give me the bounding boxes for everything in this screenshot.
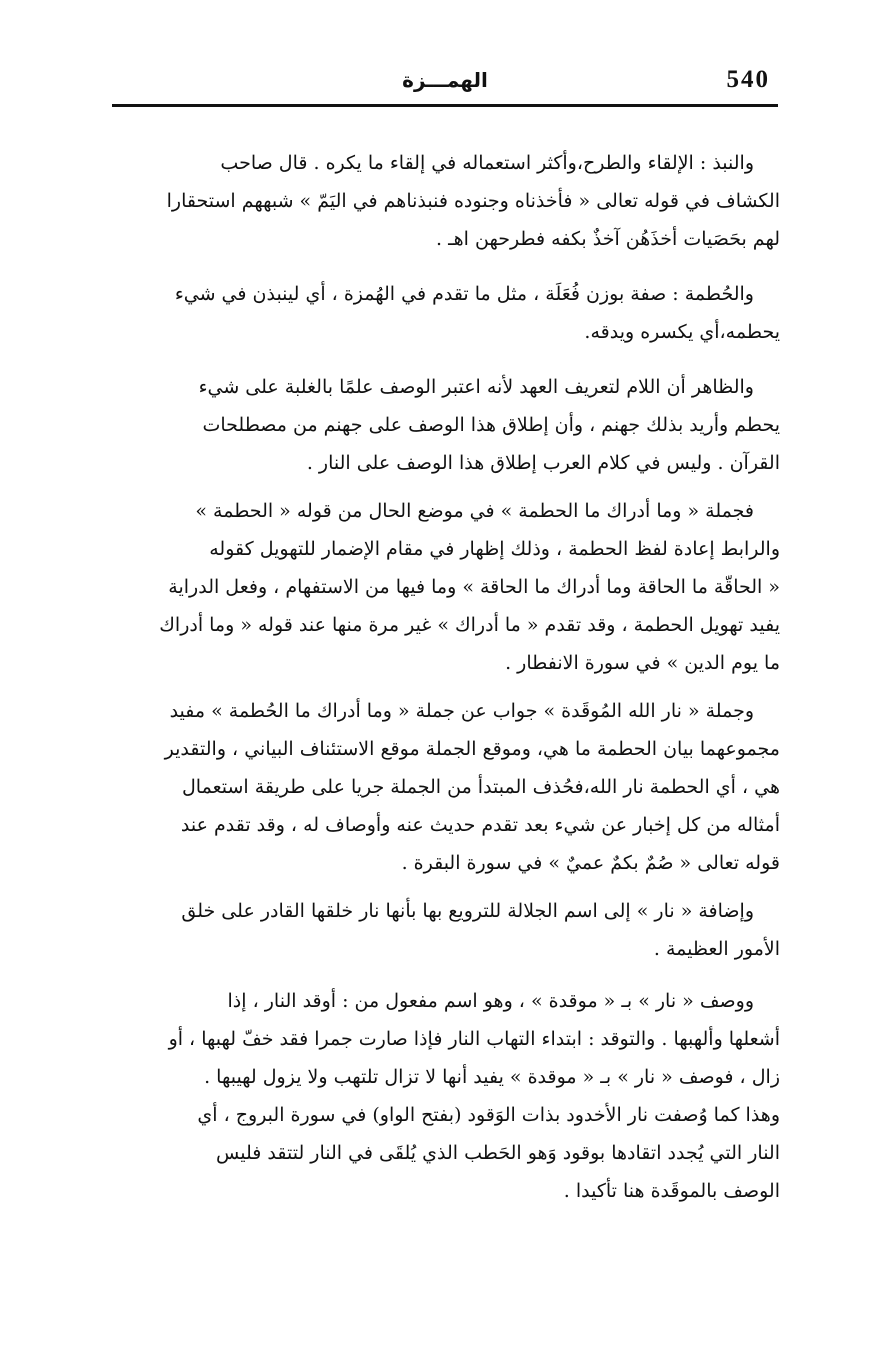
- text-line: زال ، فوصف « نار » بـ « موقدة » يفيد أنها لا تزال تلتهب ولا يزول لهيبها .: [204, 1066, 780, 1088]
- paragraph: [110, 368, 780, 482]
- text-line: يحطمه،أي يكسره ويدقه.: [584, 321, 780, 343]
- text-line: قوله تعالى « صُمٌ بكمٌ عميٌ » في سورة البقرة .: [401, 852, 780, 874]
- text-line: ما يوم الدين » في سورة الانفطار .: [505, 652, 780, 674]
- text-line: الكشاف في قوله تعالى « فأخذناه وجنوده فنبذناهم في اليَمّ » شبههم استحقارا: [166, 190, 780, 212]
- paragraph: [110, 144, 780, 258]
- text-line: وإضافة « نار » إلى اسم الجلالة للترويع بها بأنها نار خلقها القادر على خلق: [181, 900, 754, 922]
- text-line: « الحاقّة ما الحاقة وما أدراك ما الحاقة » وما فيها من الاستفهام ، وفعل الدراية: [168, 576, 780, 598]
- text-line: والظاهر أن اللام لتعريف العهد لأنه اعتبر الوصف علمًا بالغلبة على شيء: [198, 376, 754, 398]
- text-line: الأمور العظيمة .: [653, 938, 780, 960]
- header-rule: [112, 104, 778, 107]
- text-line: والحُطمة : صفة بوزن فُعَلَة ، مثل ما تقدم في الهُمزة ، أي لينبذن في شيء: [174, 283, 754, 305]
- paragraph: [110, 692, 780, 882]
- text-line: والنبذ : الإلقاء والطرح،وأكثر استعماله في إلقاء ما يكره . قال صاحب: [220, 152, 754, 174]
- text-line: لهم بحَصَيات أخذَهُن آخذٌ بكفه فطرحهن اهـ .: [436, 228, 780, 250]
- paragraph: [110, 892, 780, 968]
- text-line: مجموعهما بيان الحطمة ما هي، وموقع الجملة موقع الاستئناف البياني ، والتقدير: [164, 738, 780, 760]
- text-line: ووصف « نار » بـ « موقدة » ، وهو اسم مفعول من : أوقد النار ، إذا: [227, 990, 754, 1012]
- text-line: الوصف بالموقَدة هنا تأكيدا .: [563, 1180, 780, 1202]
- text-line: يفيد تهويل الحطمة ، وقد تقدم « ما أدراك » غير مرة منها عند قوله « وما أدراك: [159, 614, 780, 636]
- paragraph: [110, 492, 780, 682]
- text-line: وهذا كما وُصفت نار الأخدود بذات الوَقود (بفتح الواو) في سورة البروج ، أي: [197, 1104, 780, 1126]
- paragraph: [110, 982, 780, 1210]
- text-line: النار التي يُجدد اتقادها بوقود وَهو الحَطب الذي يُلقَى في النار لتتقد فليس: [216, 1142, 780, 1164]
- text-line: فجملة « وما أدراك ما الحطمة » في موضع الحال من قوله « الحطمة »: [195, 500, 754, 522]
- text-line: أشعلها وألهبها . والتوقد : ابتداء التهاب النار فإذا صارت جمرا فقد خفّ لهبها ، أو: [168, 1028, 780, 1050]
- text-line: يحطم وأريد بذلك جهنم ، وأن إطلاق هذا الوصف على جهنم من مصطلحات: [202, 414, 780, 436]
- text-line: القرآن . وليس في كلام العرب إطلاق هذا الوصف على النار .: [306, 452, 780, 474]
- text-line: أمثاله من كل إخبار عن شيء بعد تقدم حديث عنه وأوصاف له ، وقد تقدم عند: [180, 814, 780, 836]
- running-title: الهمـــزة: [402, 68, 488, 92]
- page-header: [112, 64, 778, 104]
- text-line: وجملة « نار الله المُوقَدة » جواب عن جملة « وما أدراك ما الحُطمة » مفيد: [169, 700, 754, 722]
- body-text: [110, 144, 780, 1210]
- text-line: هي ، أي الحطمة نار الله،فحُذف المبتدأ من الجملة جريا على طريقة استعمال: [182, 776, 780, 798]
- paragraph: [110, 275, 780, 351]
- text-line: والرابط إعادة لفظ الحطمة ، وذلك إظهار في مقام الإضمار للتهويل كقوله: [209, 538, 780, 560]
- page-number: 540: [726, 66, 770, 93]
